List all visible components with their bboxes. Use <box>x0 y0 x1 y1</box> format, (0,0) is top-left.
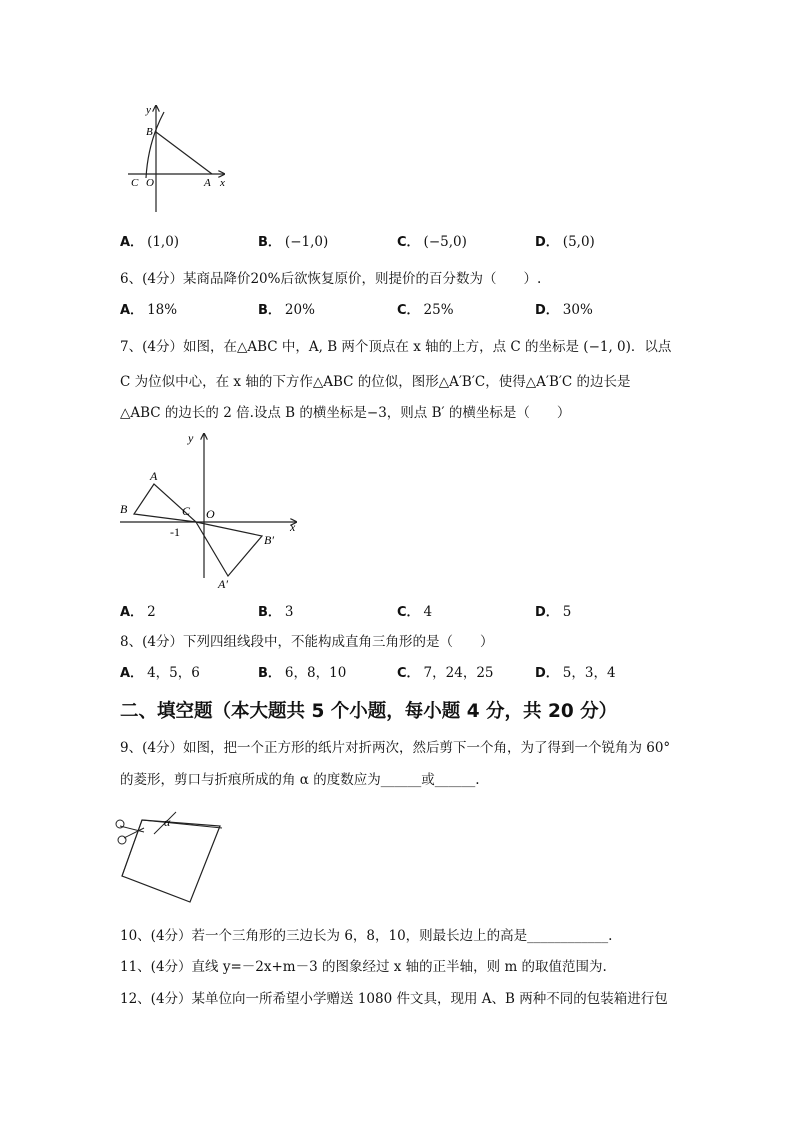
q6-option-d[interactable]: D． 30% <box>535 302 593 318</box>
section-heading: 二、填空题（本大题共 5 个小题，每小题 4 分，共 20 分） <box>120 701 618 722</box>
label-y: y <box>188 431 194 445</box>
label-x: x <box>220 177 225 189</box>
label-o: O <box>146 177 154 189</box>
q8-option-c[interactable]: C． 7，24，25 <box>397 665 494 681</box>
scissors-icon <box>116 820 144 844</box>
label-o: O <box>206 507 215 521</box>
q5-option-b[interactable]: B． (−1,0) <box>258 234 329 250</box>
q7-option-c[interactable]: C． 4 <box>397 604 433 620</box>
q5-option-d[interactable]: D． (5,0) <box>535 234 595 250</box>
label-c: C <box>182 504 191 518</box>
q11-stem: 11、(4分）直线 y=－2x+m－3 的图象经过 x 轴的正半轴，则 m 的取值范围为. <box>120 959 607 975</box>
q8-option-d[interactable]: D． 5，3，4 <box>535 665 616 681</box>
q5-option-a[interactable]: A． (1,0) <box>120 234 180 250</box>
q7-figure <box>112 428 312 598</box>
q12-stem: 12、(4分）某单位向一所希望小学赠送 1080 件文具，现用 A、B 两种不同的包装箱进行包 <box>120 991 668 1007</box>
label-a-prime: A′ <box>218 577 228 591</box>
q8-stem: 8、(4分）下列四组线段中，不能构成直角三角形的是（ ） <box>120 634 494 650</box>
label-x: x <box>290 520 296 534</box>
label-alpha: α <box>164 815 171 829</box>
label-neg1: -1 <box>170 525 180 539</box>
q5-option-c[interactable]: C． (−5,0) <box>397 234 467 250</box>
arc-curve <box>146 112 164 178</box>
q7-stem-line3: △ABC 的边长的 2 倍.设点 B 的横坐标是−3，则点 B′ 的横坐标是（ ） <box>120 405 571 421</box>
triangle-apbpc <box>196 522 262 576</box>
q8-option-a[interactable]: A． 4，5，6 <box>120 665 200 681</box>
label-a: A <box>204 177 211 189</box>
q7-stem-line1: 7、(4分）如图，在△ABC 中，A, B 两个顶点在 x 轴的上方，点 C 的坐标是 (−1, 0)．以点 <box>120 339 672 355</box>
q7-option-d[interactable]: D． 5 <box>535 604 572 620</box>
q7-stem-line2: C 为位似中心，在 x 轴的下方作△ABC 的位似，图形△A′B′C，使得△A′B′C 的边长是 <box>120 374 631 390</box>
q6-option-a[interactable]: A． 18% <box>120 302 178 318</box>
q10-stem: 10、(4分）若一个三角形的三边长为 6，8，10，则最长边上的高是____________. <box>120 928 613 944</box>
folded-paper <box>122 820 220 902</box>
segment-ba <box>156 132 212 174</box>
q6-option-c[interactable]: C． 25% <box>397 302 454 318</box>
label-b: B <box>146 126 153 138</box>
label-c: C <box>131 177 139 189</box>
cut-line <box>142 820 222 828</box>
q9-stem-line1: 9、(4分）如图，把一个正方形的纸片对折两次，然后剪下一个角，为了得到一个锐角为 60° <box>120 740 671 756</box>
label-b-prime: B′ <box>264 533 274 547</box>
label-a: A <box>150 469 158 483</box>
q8-option-b[interactable]: B． 6，8，10 <box>258 665 347 681</box>
q6-option-b[interactable]: B． 20% <box>258 302 315 318</box>
paper-fold-edge <box>122 820 142 876</box>
q9-stem-line2: 的菱形，剪口与折痕所成的角 α 的度数应为______或______. <box>120 772 480 788</box>
q5-figure <box>120 100 240 220</box>
q7-option-b[interactable]: B． 3 <box>258 604 294 620</box>
label-b: B <box>120 502 128 516</box>
q6-stem: 6、(4分）某商品降价20%后欲恢复原价，则提价的百分数为（ ）. <box>120 271 542 287</box>
label-y: y <box>146 104 151 116</box>
q9-figure <box>112 806 242 910</box>
q7-option-a[interactable]: A． 2 <box>120 604 156 620</box>
